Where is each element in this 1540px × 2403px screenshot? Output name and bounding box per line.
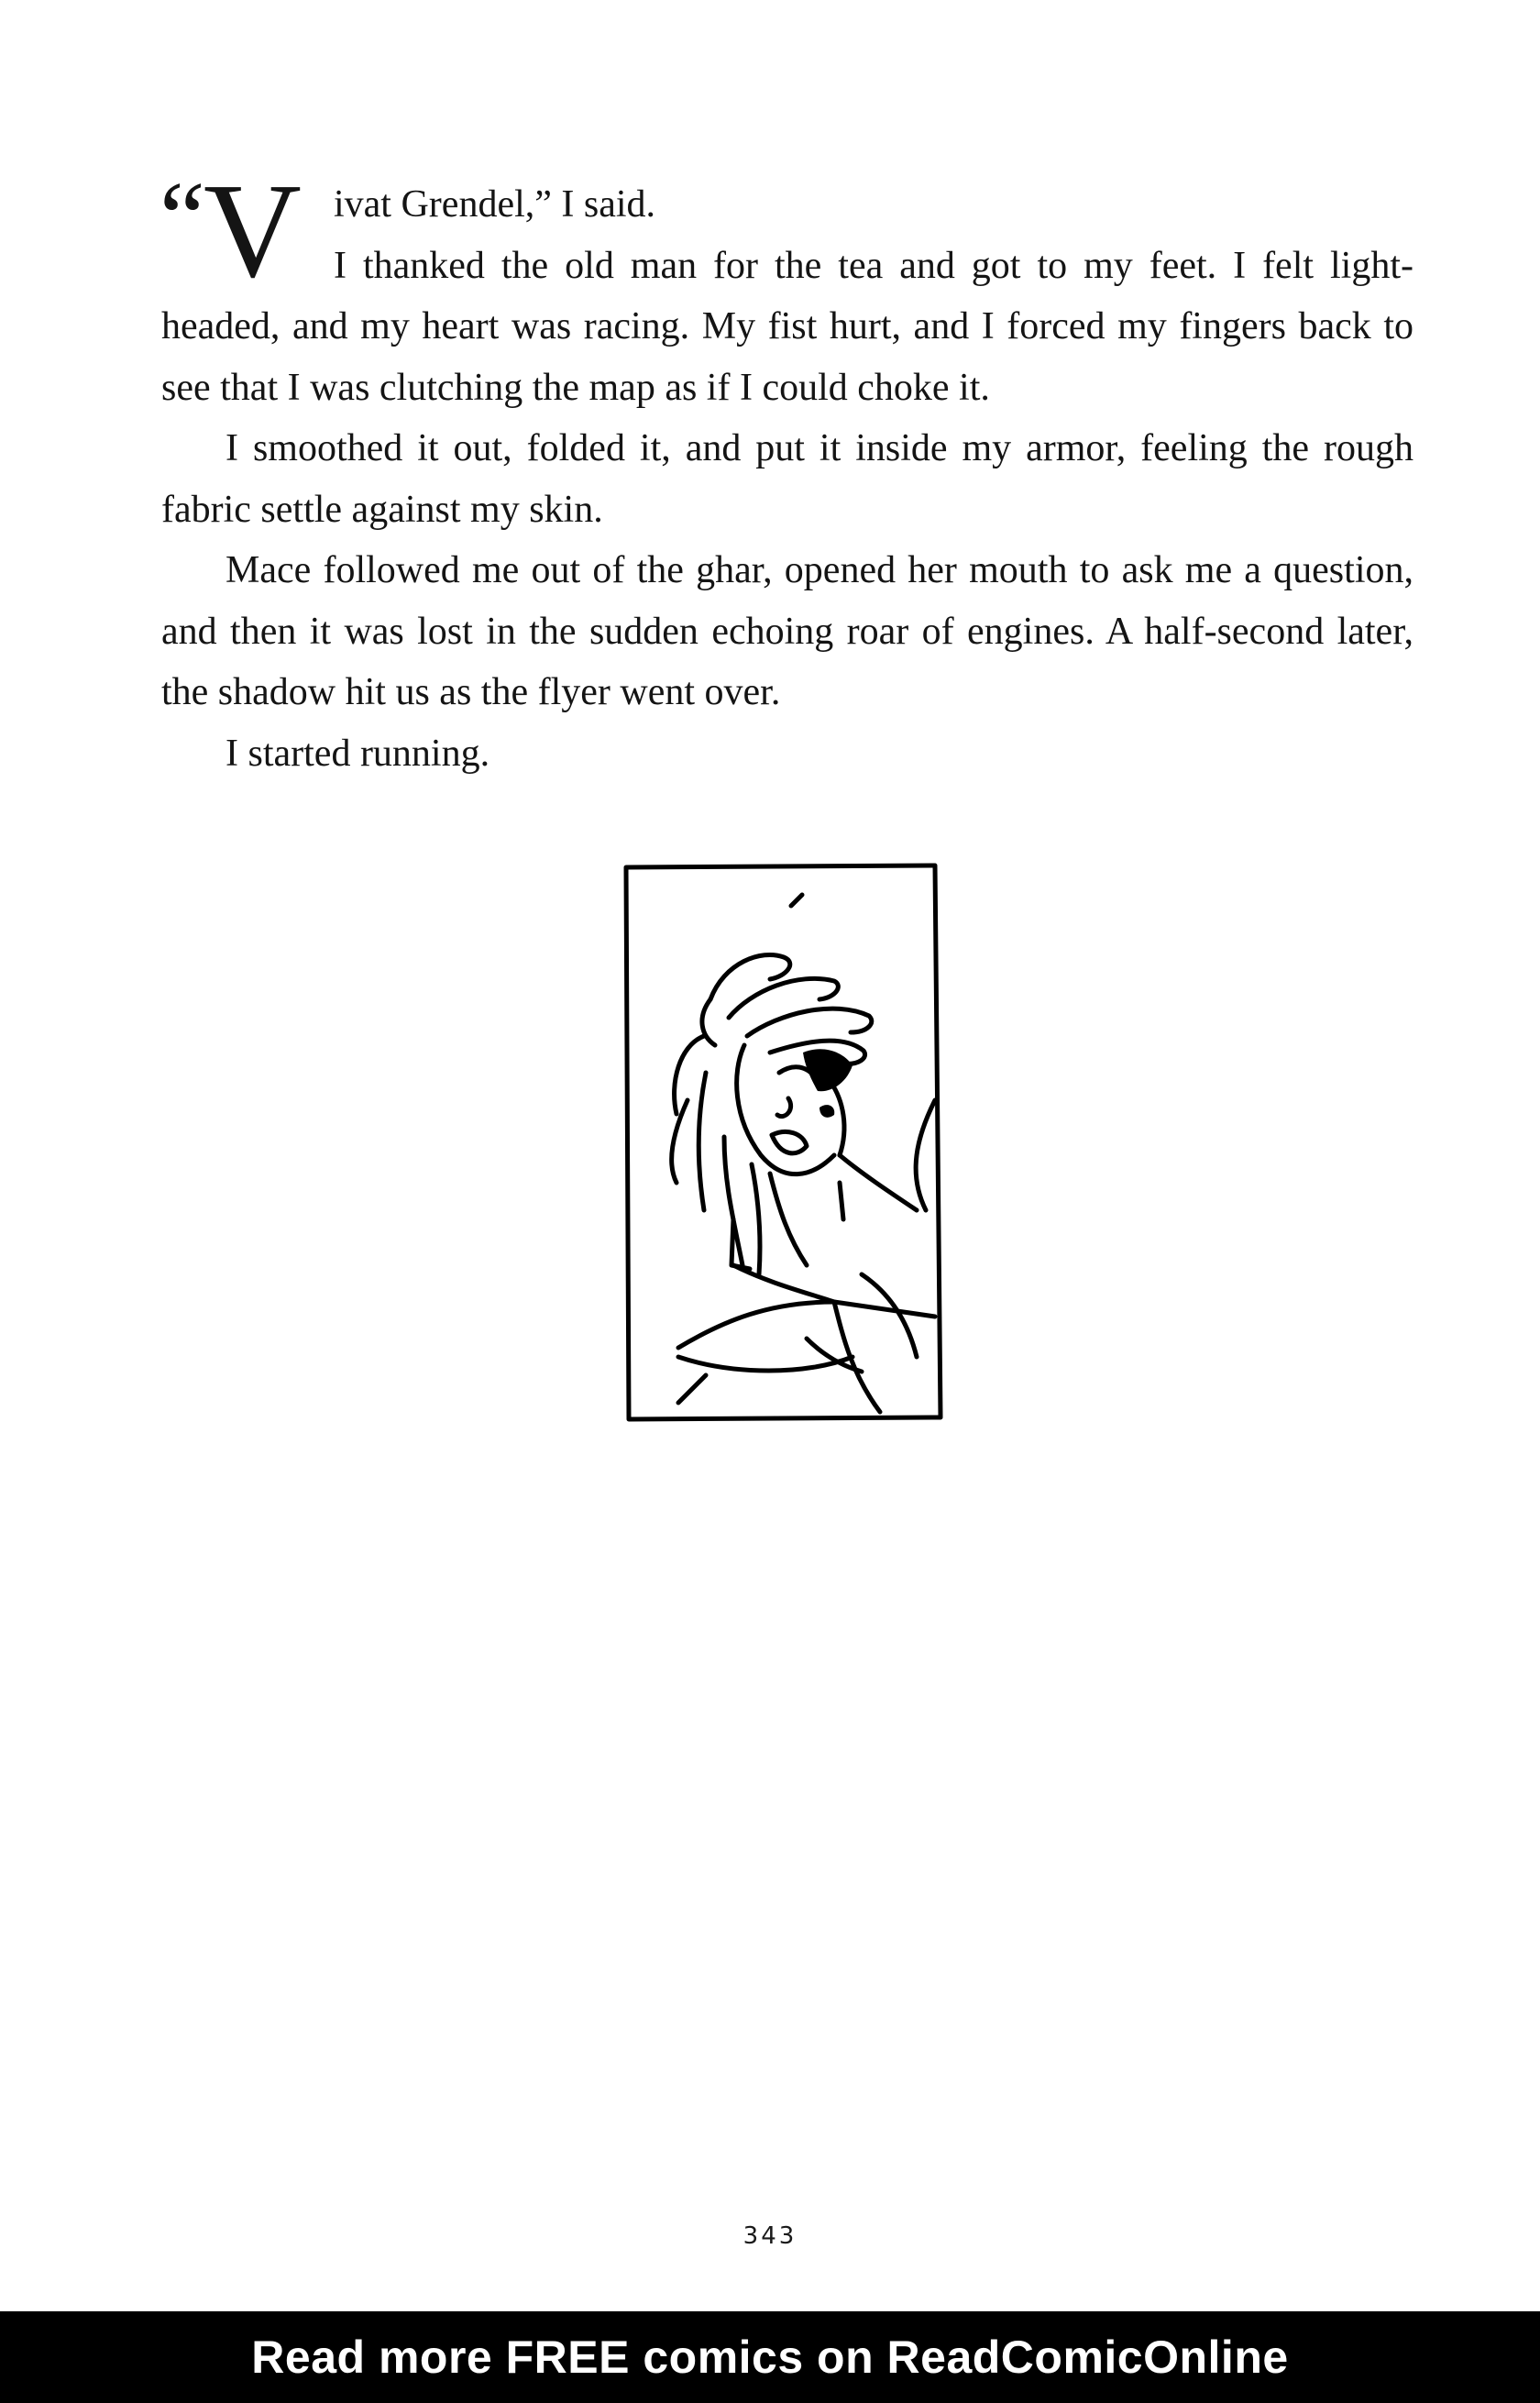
paragraph-opening-line: ivat Grendel,” I said. [334, 183, 656, 226]
chapter-text [160, 156, 1414, 784]
paragraph-4 [161, 723, 1414, 785]
paragraph-2 [161, 418, 1414, 540]
paragraph-1 [161, 236, 1414, 419]
promo-banner[interactable] [0, 2311, 1540, 2403]
paragraph-4-text: I started running. [226, 732, 490, 775]
paragraph-3-text: Mace followed me out of the ghar, opened her mouth to ask me a question, and then it was lost in the sudden echoing roar of engines. A half-second later, the shadow hit us as the flyer went over. [161, 549, 1414, 713]
promo-banner-link[interactable]: Read more FREE comics on ReadComicOnline [251, 2331, 1289, 2383]
ink-sketch-figure-icon [623, 862, 950, 1423]
paragraph-1-text: I thanked the old man for the tea and got to my feet. I felt light-headed, and my heart was racing. My fist hurt, and I forced my fingers back to see that I was clutching the map as if I could choke it. [161, 244, 1414, 409]
paragraph-2-text: I smoothed it out, folded it, and put it inside my armor, feeling the rough fabric settle against my skin. [161, 427, 1414, 531]
drop-cap [160, 156, 334, 306]
drop-cap-letter: V [204, 156, 302, 306]
page-number: 343 [742, 2222, 798, 2250]
paragraph-3 [161, 540, 1414, 723]
drop-cap-quote: “ [160, 161, 205, 275]
